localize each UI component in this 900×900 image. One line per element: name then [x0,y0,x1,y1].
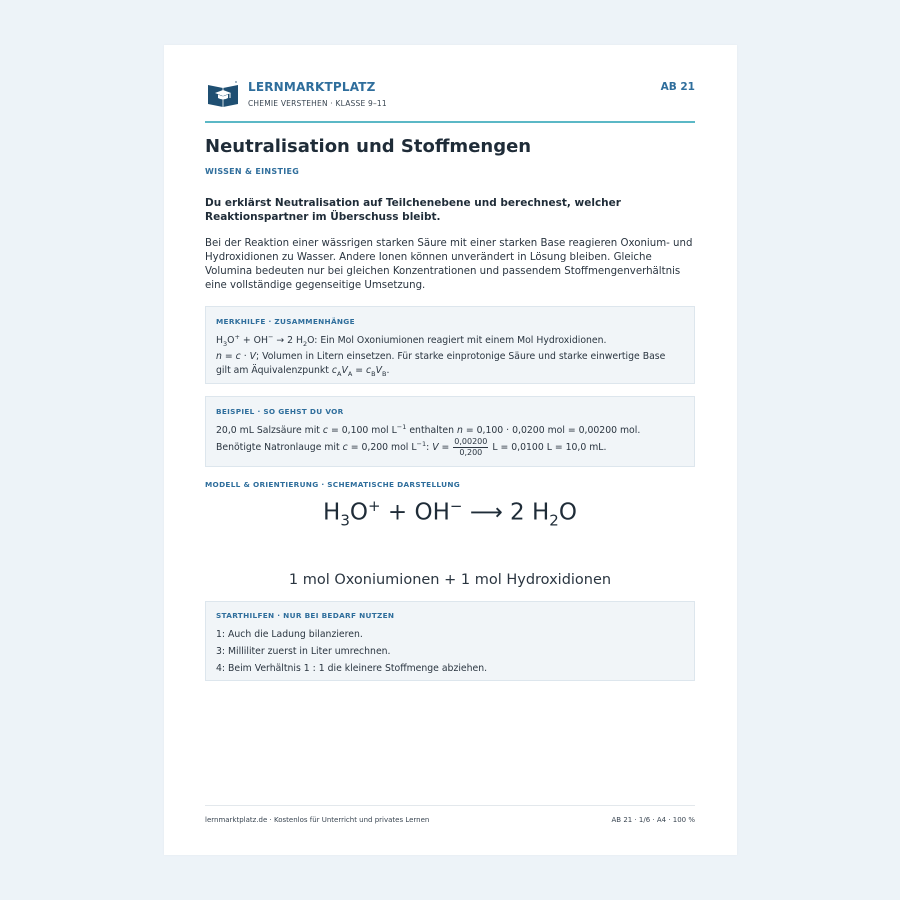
merkhilfe-title: MERKHILFE · ZUSAMMENHÄNGE [216,317,355,326]
merkhilfe-line-1: $H_3O^+ + OH^- \to 2$ $H_2O$: Ein Mol Oxoniumionen reagiert mit einem Mol Hydroxidionen. [216,333,607,348]
model-title: MODELL & ORIENTIERUNG · SCHEMATISCHE DARSTELLUNG [205,480,461,489]
merkhilfe-line-3: gilt am Äquivalenzpunkt $c_AV_A = c_BV_B$. [216,365,390,378]
merkhilfe-box [205,306,695,384]
sheet-code: AB 21 [660,81,695,93]
beispiel-line-1: 20,0 mL Salzsäure mit c = 0,100 mol $L^{-1}$ enthalten n = 0,100 · 0,0200 mol = 0,00200 mol. [216,423,641,437]
footer-right: AB 21 · 1/6 · A4 · 100 % [611,816,695,824]
hint-item: 1: Auch die Ladung bilanzieren. [216,629,363,640]
hint-item: 4: Beim Verhältnis 1 : 1 die kleinere Stoffmenge abziehen. [216,663,488,674]
worksheet-page [164,45,737,855]
section-kicker: WISSEN & EINSTIEG [205,167,300,176]
lead-text: Du erklärst Neutralisation auf Teilchenebene und berechnest, welcher Reaktionspartner im Überschuss bleibt. [205,197,621,223]
merkhilfe-line-2: n = c · V; Volumen in Litern einsetzen. Für starke einprotonige Säure und starke einwertige Base [216,351,666,362]
beispiel-box [205,396,695,467]
starthilfen-box [205,601,695,681]
brand-subtitle: CHEMIE VERSTEHEN · KLASSE 9–11 [248,99,387,108]
header [205,80,695,122]
beispiel-title: BEISPIEL · SO GEHST DU VOR [216,407,344,416]
hint-item: 3: Milliliter zuerst in Liter umrechnen. [216,646,391,657]
page-title: Neutralisation und Stoffmengen [205,136,532,157]
footer-divider [205,805,695,806]
beispiel-line-2: Benötigte Natronlauge mit c = 0,200 mol $L^{-1}$: V = $\frac{0,00200}{0,200}$ L = 0,0100 L = 10,0 mL. [216,437,607,457]
volume-fraction: $\frac{0,00200}{0,200}$ [454,437,488,457]
intro-paragraph: Bei der Reaktion einer wässrigen starken Säure mit einer starken Base reagieren Oxonium- und Hydroxidionen zu Wasser. Andere Ionen können unverändert in Lösung bleiben. Gleiche Volumina bedeuten nur bei gleichen Konzentrationen und passendem Stoffmengenverhältnis eine vollständige gegenseitige Umsetzung. [205,238,693,291]
header-divider [205,121,695,123]
starthilfen-title: STARTHILFEN · NUR BEI BEDARF NUTZEN [216,611,395,620]
model-caption: 1 mol Oxoniumionen + 1 mol Hydroxidionen [288,572,612,588]
reaction-equation: $H_3O^+ + OH^-$ ⟶ 2 $H_2O$ [323,497,577,530]
brand-name: LERNMARKTPLATZ [248,80,376,94]
footer-left: lernmarktplatz.de · Kostenlos für Unterricht und privates Lernen [205,816,430,824]
graduation-cap-book-icon [207,81,239,107]
